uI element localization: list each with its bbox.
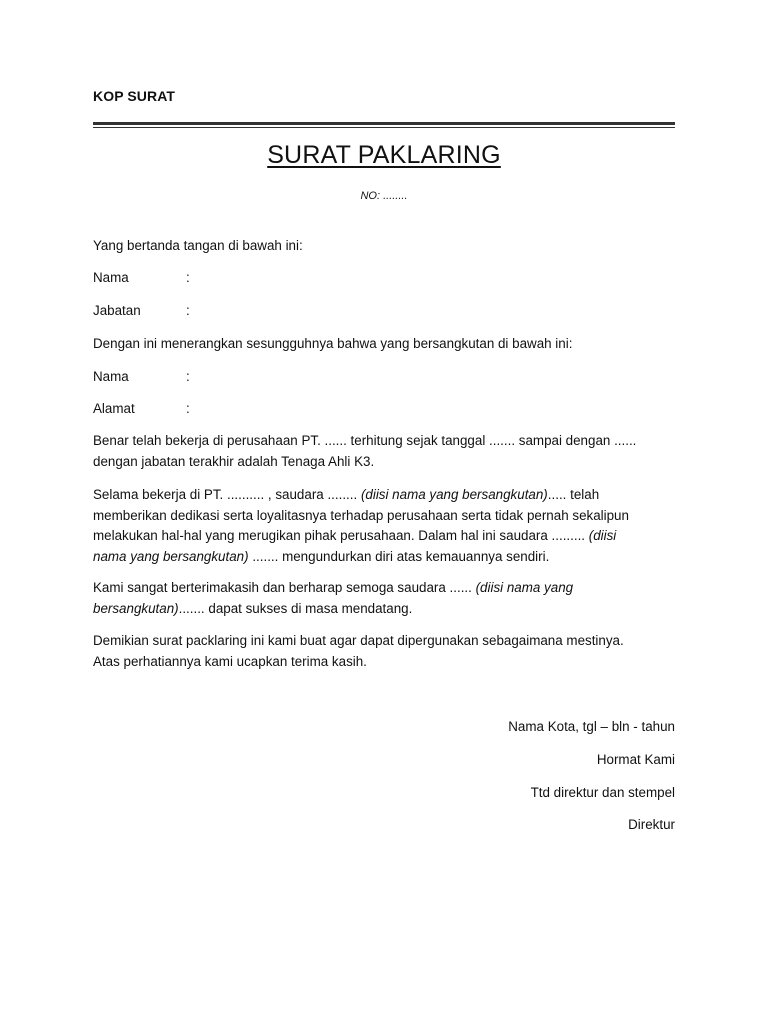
field-colon: : <box>186 270 190 285</box>
paragraph-line: memberikan dedikasi serta loyalitasnya terhadap perusahaan serta tidak pernah sekalipun <box>93 507 629 523</box>
text-run: Kami sangat berterimakasih dan berharap semoga saudara ...... <box>93 580 476 595</box>
placeholder-hint: (diisi <box>588 528 617 543</box>
signature-position: Direktur <box>628 817 675 832</box>
gratitude-paragraph <box>93 578 675 619</box>
paragraph-line <box>93 485 675 506</box>
subject-address-field <box>93 399 190 420</box>
employment-paragraph <box>93 431 675 472</box>
paragraph-line: dengan jabatan terakhir adalah Tenaga Ahli K3. <box>93 453 375 469</box>
paragraph-line: Demikian surat packlaring ini kami buat agar dapat dipergunakan sebagaimana mestinya. <box>93 633 624 648</box>
signature-place-date: Nama Kota, tgl – bln - tahun <box>508 719 675 734</box>
text-run: melakukan hal-hal yang merugikan pihak perusahaan. Dalam hal ini saudara ......... <box>93 528 589 543</box>
field-label: Nama <box>93 270 129 285</box>
paragraph-line <box>93 578 675 599</box>
subject-name-field <box>93 367 190 388</box>
field-colon: : <box>186 369 190 384</box>
signature-note: Ttd direktur dan stempel <box>530 785 675 800</box>
field-label: Jabatan <box>93 303 141 318</box>
field-colon: : <box>186 401 190 416</box>
letterhead-label: KOP SURAT <box>93 88 176 104</box>
text-run: ....... dapat sukses di masa mendatang. <box>178 600 413 616</box>
signer-position-field <box>93 301 190 322</box>
paragraph-line: Benar telah bekerja di perusahaan PT. ...... terhitung sejak tanggal ....... sampai dengan ...... <box>93 433 637 448</box>
letterhead-rule-thin <box>93 127 675 128</box>
signature-closing: Hormat Kami <box>596 752 675 767</box>
text-run: Selama bekerja di PT. .......... , saudara ........ <box>93 487 361 502</box>
letterhead-rule-thick <box>93 122 675 125</box>
paragraph-line <box>93 526 675 547</box>
placeholder-hint: (diisi nama yang bersangkutan) <box>360 487 548 502</box>
paragraph-line <box>93 547 675 568</box>
field-colon: : <box>186 303 190 318</box>
placeholder-hint: nama yang bersangkutan) <box>93 548 249 564</box>
subject-intro: Dengan ini menerangkan sesungguhnya bahwa yang bersangkutan di bawah ini: <box>93 336 573 351</box>
field-label: Alamat <box>93 401 135 416</box>
letter-number: NO: ........ <box>360 190 408 202</box>
letter-title: SURAT PAKLARING <box>267 141 501 169</box>
paragraph-line: Atas perhatiannya kami ucapkan terima kasih. <box>93 653 367 669</box>
placeholder-hint: bersangkutan) <box>93 600 179 616</box>
signer-intro: Yang bertanda tangan di bawah ini: <box>93 238 303 253</box>
placeholder-hint: (diisi nama yang <box>475 580 574 595</box>
text-run: ..... telah <box>547 487 600 502</box>
closing-paragraph <box>93 631 675 672</box>
paragraph-line <box>93 599 675 620</box>
field-label: Nama <box>93 369 129 384</box>
text-run: ....... mengundurkan diri atas kemauannya sendiri. <box>248 548 550 564</box>
dedication-paragraph <box>93 485 675 567</box>
signer-name-field <box>93 268 190 289</box>
